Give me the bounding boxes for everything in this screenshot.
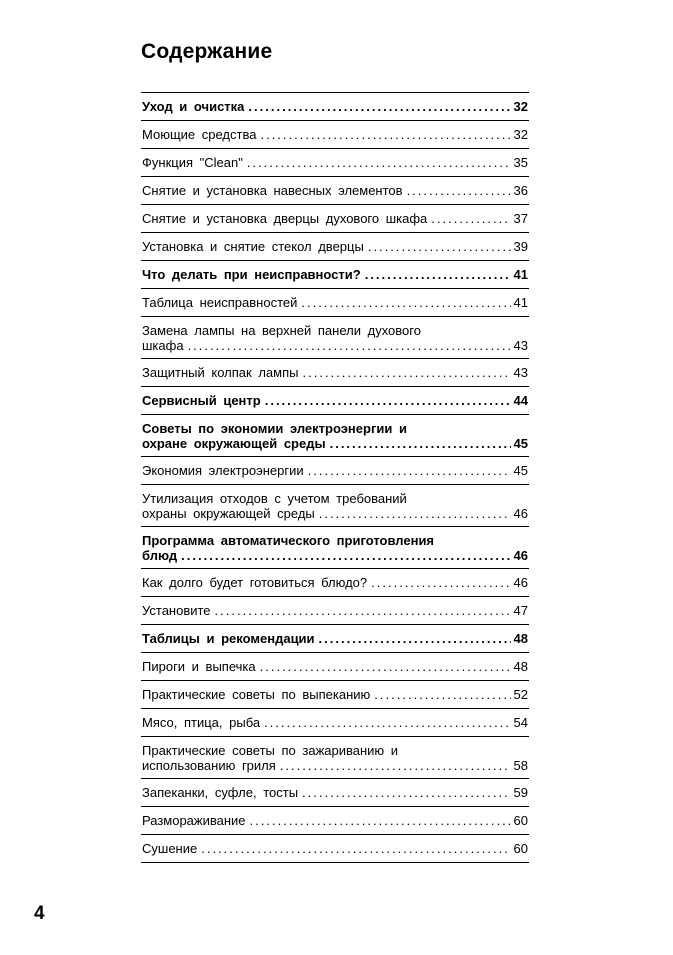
toc-entry[interactable] [141, 149, 529, 177]
toc-entry-page: 48 [513, 659, 528, 674]
toc-entry-page: 45 [513, 463, 528, 478]
toc-entry[interactable] [141, 485, 529, 527]
dot-leader [407, 183, 511, 198]
dot-leader [247, 155, 511, 170]
toc-entry-title: блюд [142, 547, 178, 563]
toc-entry-page: 43 [513, 365, 528, 380]
toc-entry-page: 59 [513, 785, 528, 800]
dot-leader [260, 659, 511, 674]
toc-entry-title: Мясо, птица, рыба [142, 715, 261, 730]
toc-entry-title: шкафа [142, 337, 184, 353]
toc-entry-page: 46 [513, 575, 528, 590]
toc-entry-page: 41 [513, 267, 528, 282]
dot-leader [280, 758, 511, 773]
toc-entry-page: 60 [513, 841, 528, 856]
toc-entry[interactable] [141, 527, 529, 569]
toc-entry[interactable] [141, 779, 529, 807]
toc-entry[interactable] [141, 261, 529, 289]
dot-leader [371, 575, 510, 590]
toc-entry[interactable] [141, 653, 529, 681]
dot-leader [319, 631, 511, 646]
toc-entry-page: 32 [513, 99, 528, 114]
toc-entry-title-line: Советы по экономии электроэнергии и [142, 420, 407, 436]
dot-leader [264, 715, 510, 730]
toc-entry-title: Таблица неисправностей [142, 295, 298, 310]
toc-entry[interactable] [141, 387, 529, 415]
toc-entry-title-line: Утилизация отходов с учетом требований [142, 490, 407, 506]
toc-entry-title: охраны окружающей среды [142, 505, 315, 521]
toc-entry[interactable] [141, 835, 529, 863]
toc-entry[interactable] [141, 681, 529, 709]
toc-entry[interactable] [141, 737, 529, 779]
toc-entry[interactable] [141, 625, 529, 653]
toc-entry[interactable] [141, 457, 529, 485]
toc-entry-page: 39 [513, 239, 528, 254]
toc-entry-title: Экономия электроэнергии [142, 463, 304, 478]
toc-entry[interactable] [141, 597, 529, 625]
toc-entry-title-line: Программа автоматического приготовления [142, 532, 435, 548]
toc-entry-page: 58 [513, 757, 528, 773]
toc-entry[interactable] [141, 415, 529, 457]
dot-leader [181, 548, 510, 563]
toc-entry-title: охране окружающей среды [142, 435, 326, 451]
dot-leader [365, 267, 511, 282]
dot-leader [260, 127, 510, 142]
page-number: 4 [34, 903, 45, 924]
dot-leader [250, 813, 511, 828]
dot-leader [302, 785, 510, 800]
toc-entry-title: Сушение [142, 841, 198, 856]
toc-entry-page: 41 [513, 295, 528, 310]
toc-entry-page: 47 [513, 603, 528, 618]
dot-leader [319, 506, 511, 521]
page-title: Содержание [141, 40, 273, 63]
toc-entry-title: Как долго будет готовиться блюдо? [142, 575, 368, 590]
toc-entry-page: 46 [513, 547, 528, 563]
toc-entry[interactable] [141, 569, 529, 597]
dot-leader [330, 436, 511, 451]
toc-entry-title-line: Замена лампы на верхней панели духового [142, 322, 421, 338]
dot-leader [201, 841, 510, 856]
toc-entry-title: Моющие средства [142, 127, 257, 142]
toc-entry-page: 60 [513, 813, 528, 828]
toc-entry-title: Снятие и установка дверцы духового шкафа [142, 211, 428, 226]
toc-entry-page: 32 [513, 127, 528, 142]
dot-leader [265, 393, 511, 408]
dot-leader [301, 295, 510, 310]
toc-entry[interactable] [141, 233, 529, 261]
toc-entry[interactable] [141, 289, 529, 317]
toc-entry-page: 46 [513, 505, 528, 521]
toc-entry-title-line: Практические советы по зажариванию и [142, 742, 399, 758]
toc-entry-title: использованию гриля [142, 757, 276, 773]
dot-leader [302, 365, 510, 380]
toc-entry[interactable] [141, 121, 529, 149]
toc-entry-page: 36 [513, 183, 528, 198]
toc-entry[interactable] [141, 359, 529, 387]
toc-entry-title: Сервисный центр [142, 393, 261, 408]
toc-entry[interactable] [141, 93, 529, 121]
dot-leader [431, 211, 510, 226]
toc-entry[interactable] [141, 807, 529, 835]
dot-leader [308, 463, 511, 478]
toc-entry-title: Уход и очистка [142, 99, 245, 114]
toc-entry-title: Пироги и выпечка [142, 659, 256, 674]
toc-entry[interactable] [141, 317, 529, 359]
toc-entry-page: 37 [513, 211, 528, 226]
toc-entry-title: Запеканки, суфле, тосты [142, 785, 299, 800]
toc-entry-title: Защитный колпак лампы [142, 365, 299, 380]
toc-entry[interactable] [141, 709, 529, 737]
dot-leader [215, 603, 511, 618]
toc-entry-page: 54 [513, 715, 528, 730]
toc-entry-page: 43 [513, 337, 528, 353]
toc-entry-page: 44 [513, 393, 528, 408]
toc-entry-title: Размораживание [142, 813, 246, 828]
dot-leader [248, 99, 510, 114]
toc-entry-page: 48 [513, 631, 528, 646]
toc-entry[interactable] [141, 205, 529, 233]
toc-entry-page: 52 [513, 687, 528, 702]
toc-entry-title: Таблицы и рекомендации [142, 631, 315, 646]
table-of-contents [141, 92, 529, 863]
toc-entry[interactable] [141, 177, 529, 205]
toc-entry-title: Установка и снятие стекол дверцы [142, 239, 364, 254]
toc-entry-title: Функция "Clean" [142, 155, 243, 170]
toc-entry-title: Что делать при неисправности? [142, 267, 361, 282]
dot-leader [374, 687, 510, 702]
toc-entry-title: Практические советы по выпеканию [142, 687, 371, 702]
dot-leader [368, 239, 511, 254]
toc-entry-title: Снятие и установка навесных элементов [142, 183, 403, 198]
dot-leader [188, 338, 511, 353]
toc-entry-page: 45 [513, 435, 528, 451]
toc-entry-page: 35 [513, 155, 528, 170]
toc-entry-title: Установите [142, 603, 211, 618]
